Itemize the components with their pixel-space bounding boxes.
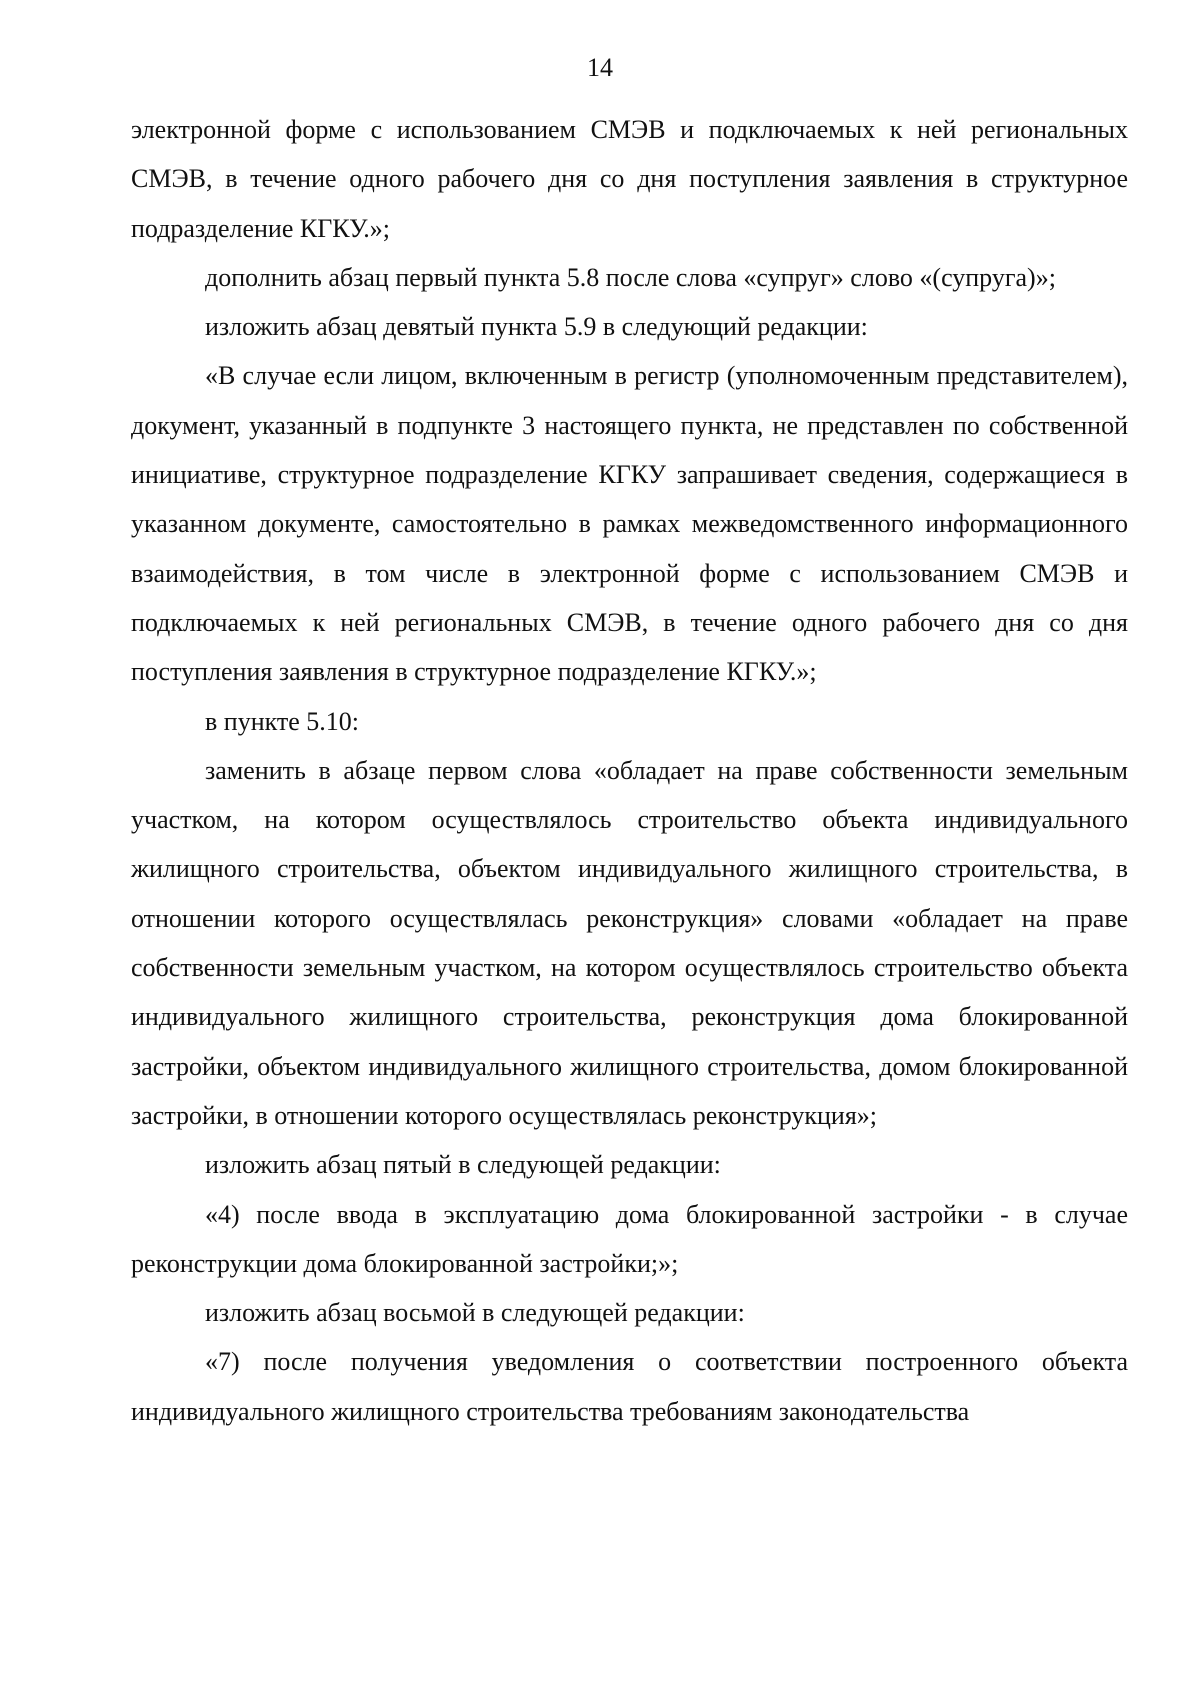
paragraph-continuation: электронной форме с использованием СМЭВ и подключаемых к ней региональных СМЭВ, в течение одного рабочего дня со дня поступления заявления в структурное подразделение КГКУ.»; xyxy=(131,115,1128,243)
paragraph-amend-5-9-text: «В случае если лицом, включенным в регистр (уполномоченным представителем), документ, указанный в подпункте 3 настоящего пункта, не представлен по собственной инициативе, структурное подразделение КГКУ запрашивает сведения, содержащиеся в указанном документе, самостоятельно в рамках межведомственного информационного взаимодействия, в том числе в электронной форме с использованием СМЭВ и подключаемых к ней региональных СМЭВ, в течение одного рабочего дня со дня поступления заявления в структурное подразделение КГКУ.»; xyxy=(131,361,1128,687)
paragraph-amend-5-10-eighth-text: «7) после получения уведомления о соответствии построенного объекта индивидуального жилищного строительства требованиям законодательства xyxy=(131,1347,1128,1426)
paragraph-amend-5-10-replace: заменить в абзаце первом слова «обладает на праве собственности земельным участком, на котором осуществлялось строительство объекта индивидуального жилищного строительства, объектом индивидуального жилищного строительства, в отношении которого осуществлялась реконструкция» словами «обладает на праве собственности земельным участком, на котором осуществлялось строительство объекта индивидуального жилищного строительства, реконструкция дома блокированной застройки, объектом индивидуального жилищного строительства, домом блокированной застройки, в отношении которого осуществлялась реконструкция»; xyxy=(131,755,1128,1130)
paragraph-amend-5-8: дополнить абзац первый пункта 5.8 после слова «супруг» слово «(супруга)»; xyxy=(205,262,1056,292)
paragraph-amend-5-10-heading: в пункте 5.10: xyxy=(205,706,360,736)
paragraph-amend-5-10-fifth-text: «4) после ввода в эксплуатацию дома блокированной застройки - в случае реконструкции дома блокированной застройки;»; xyxy=(131,1199,1128,1278)
paragraph-amend-5-9-intro: изложить абзац девятый пункта 5.9 в следующий редакции: xyxy=(205,312,868,342)
page-number: 14 xyxy=(587,53,613,82)
paragraph-amend-5-10-eighth-intro: изложить абзац восьмой в следующей редакции: xyxy=(205,1298,745,1328)
paragraph-amend-5-10-fifth-intro: изложить абзац пятый в следующей редакции: xyxy=(205,1150,721,1180)
document-body xyxy=(131,105,1128,1436)
